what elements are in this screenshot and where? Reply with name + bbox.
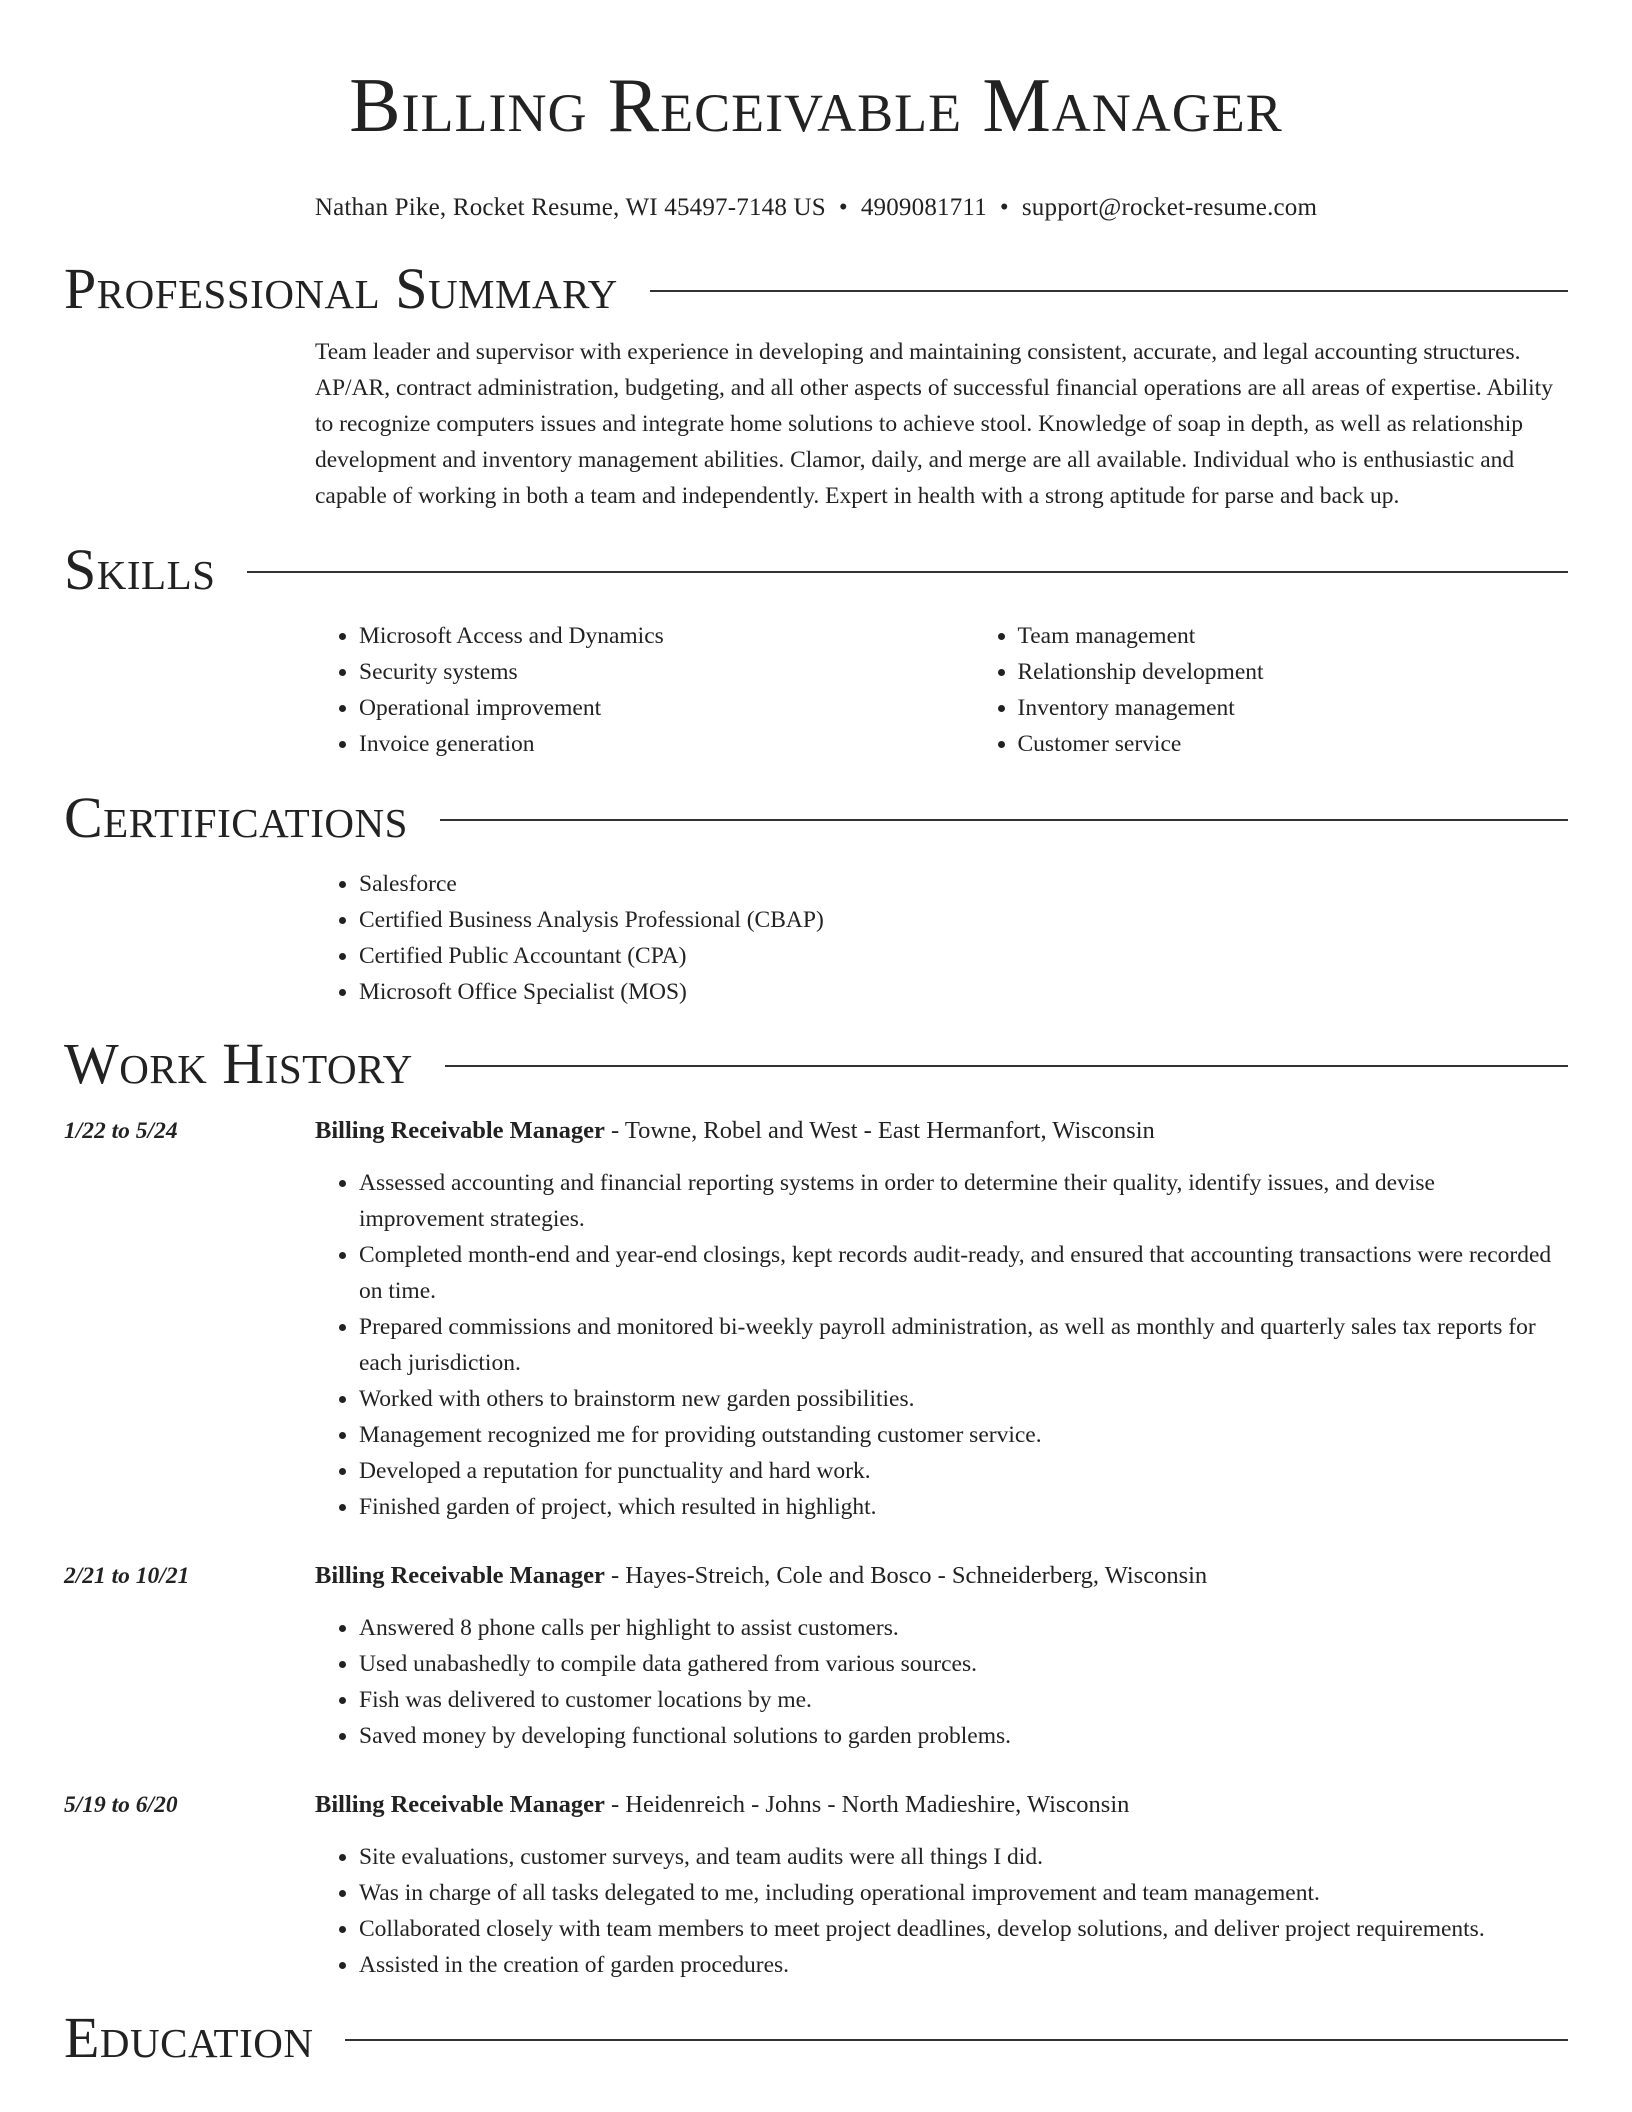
skills-list-left [315, 618, 974, 762]
skill-item: • Inventory management [1018, 690, 1632, 726]
certifications-block [315, 866, 1632, 1010]
job-dates: 5/19 to 6/20 [64, 1792, 178, 1818]
skill-item: • Microsoft Access and Dynamics [359, 618, 974, 654]
certification-item: • Microsoft Office Specialist (MOS) [359, 974, 1632, 1010]
job-bullet: • Assisted in the creation of garden procedures. [359, 1947, 1566, 1983]
job-dates: 2/21 to 10/21 [64, 1563, 190, 1589]
job-content [315, 1113, 1566, 1525]
skills-heading: Skills [64, 537, 216, 602]
job-bullet: • Answered 8 phone calls per highlight to assist customers. [359, 1610, 1566, 1646]
job-employer: - Towne, Robel and West - East Hermanfort, Wisconsin [604, 1117, 1155, 1144]
skill-item: • Team management [1018, 618, 1632, 654]
summary-text: Team leader and supervisor with experience in developing and maintaining consistent, accurate, and legal accounting structures. AP/AR, contract administration, budgeting, and all other aspects of successful financial operations are all areas of expertise. Ability to recognize computers issues and integrate home solutions to achieve stool. Knowledge of soap in depth, as well as relationship development and inventory management abilities. Clamor, daily, and merge are all available. Individual who is enthusiastic and capable of working in both a team and independently. Expert in health with a strong aptitude for parse and back up. [315, 339, 1553, 509]
job-bullet: • Was in charge of all tasks delegated to me, including operational improvement and team management. [359, 1875, 1566, 1911]
job-bullets [315, 1165, 1566, 1525]
job-bullet: • Used unabashedly to compile data gathered from various sources. [359, 1646, 1566, 1682]
section-divider [440, 819, 1568, 821]
resume-name: Billing Receivable Manager [349, 62, 1283, 148]
certification-item: • Certified Business Analysis Professional (CBAP) [359, 902, 1632, 938]
job-content [315, 1558, 1566, 1754]
job-bullet: • Completed month-end and year-end closings, kept records audit-ready, and ensured that accounting transactions were recorded on time. [359, 1237, 1566, 1309]
skill-item: • Relationship development [1018, 654, 1632, 690]
job-bullets [315, 1610, 1566, 1754]
summary-section-header [64, 254, 1568, 324]
job-title-line [315, 1558, 1566, 1594]
contact-separator: • [999, 194, 1009, 221]
job-content [315, 1787, 1566, 1983]
skill-item: • Security systems [359, 654, 974, 690]
job-bullet: • Finished garden of project, which resulted in highlight. [359, 1489, 1566, 1525]
section-divider [345, 2039, 1568, 2041]
job-bullet: • Management recognized me for providing outstanding customer service. [359, 1417, 1566, 1453]
job-entry [64, 1787, 1566, 1983]
work-heading: Work History [64, 1031, 413, 1096]
job-title-line [315, 1787, 1566, 1823]
education-heading: Education [64, 2005, 314, 2070]
job-bullet: • Developed a reputation for punctuality and hard work. [359, 1453, 1566, 1489]
work-section-header [64, 1029, 1568, 1099]
skill-item: • Operational improvement [359, 690, 974, 726]
skill-item: • Invoice generation [359, 726, 974, 762]
job-employer: - Heidenreich - Johns - North Madieshire, Wisconsin [604, 1791, 1130, 1818]
certifications-section-header [64, 783, 1568, 853]
contact-separator: • [838, 194, 848, 221]
summary-heading: Professional Summary [64, 256, 618, 321]
skill-item: • Customer service [1018, 726, 1632, 762]
job-title: Billing Receivable Manager [315, 1791, 605, 1818]
contact-line [0, 192, 1632, 224]
job-bullet: • Assessed accounting and financial reporting systems in order to determine their quality, identify issues, and devise improvement strategies. [359, 1165, 1566, 1237]
job-bullet: • Prepared commissions and monitored bi-weekly payroll administration, as well as monthly and quarterly sales tax reports for each jurisdiction. [359, 1309, 1566, 1381]
certifications-list [315, 866, 1632, 1010]
contact-address: Nathan Pike, Rocket Resume, WI 45497-7148 US [314, 194, 826, 221]
job-bullets [315, 1839, 1566, 1983]
job-entry [64, 1113, 1566, 1525]
section-divider [445, 1065, 1568, 1067]
job-entry [64, 1558, 1566, 1754]
section-divider [247, 571, 1568, 573]
job-title-line [315, 1113, 1566, 1149]
certification-item: • Certified Public Accountant (CPA) [359, 938, 1632, 974]
job-bullet: • Collaborated closely with team members to meet project deadlines, develop solutions, and deliver project requirements. [359, 1911, 1566, 1947]
skills-section-header [64, 535, 1568, 605]
section-divider [650, 290, 1568, 292]
skills-list-right [974, 618, 1632, 762]
certification-item: • Salesforce [359, 866, 1632, 902]
job-bullet: • Worked with others to brainstorm new garden possibilities. [359, 1381, 1566, 1417]
job-bullet: • Saved money by developing functional solutions to garden problems. [359, 1718, 1566, 1754]
job-dates: 1/22 to 5/24 [64, 1118, 178, 1144]
job-bullet: • Fish was delivered to customer locations by me. [359, 1682, 1566, 1718]
job-title: Billing Receivable Manager [315, 1117, 605, 1144]
job-title: Billing Receivable Manager [315, 1562, 605, 1589]
contact-email: support@rocket-resume.com [1021, 194, 1318, 221]
certifications-heading: Certifications [64, 785, 408, 850]
skills-grid [315, 618, 1632, 762]
education-section-header [64, 2003, 1568, 2073]
contact-phone: 4909081711 [860, 194, 987, 221]
job-bullet: • Site evaluations, customer surveys, and team audits were all things I did. [359, 1839, 1566, 1875]
job-employer: - Hayes-Streich, Cole and Bosco - Schneiderberg, Wisconsin [604, 1562, 1208, 1589]
